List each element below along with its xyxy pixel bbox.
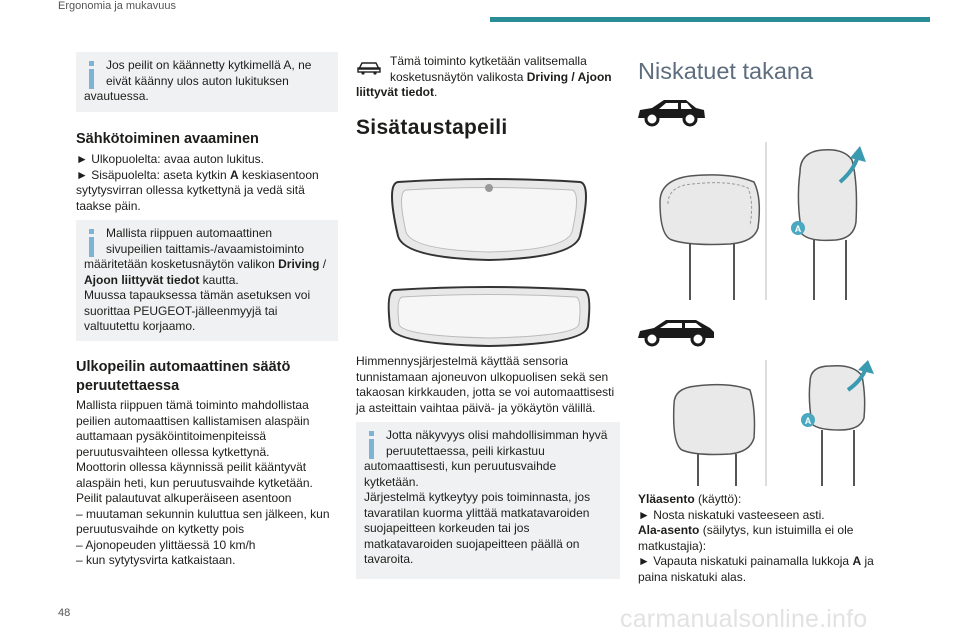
car-icon <box>356 58 382 76</box>
section-title-interior-mirror: Sisätaustapeili <box>356 116 508 139</box>
menu-name: Ajoon liittyvät tiedot <box>84 272 200 287</box>
note-text: Mallista riippuen automaattinen sivupeilien taittamis-/avaamistoiminto määritetään kosketusnäytön valikon <box>84 226 305 271</box>
switch-label: A <box>229 167 239 182</box>
text: ja paina niskatuki alas. <box>638 554 874 584</box>
step-text: ► Sisäpuolelta: aseta kytkin <box>76 167 230 182</box>
menu-name: Driving <box>278 257 320 271</box>
electric-step-2 <box>76 168 338 215</box>
header-section: Ergonomia ja mukavuus <box>58 0 177 12</box>
header-accent-bar <box>490 17 930 22</box>
headrest-estate-illustration <box>650 360 882 486</box>
upper-label: Yläasento <box>638 492 695 506</box>
lower-label: Ala-asento <box>638 523 700 537</box>
menu-name: Driving / Ajoon liittyvät tiedot <box>356 69 612 99</box>
lower-position-heading <box>638 523 900 554</box>
suv-icon <box>634 96 708 130</box>
interior-mirror-illustration <box>378 176 600 350</box>
interior-mirror-text: Himmennysjärjestelmä käyttää sensoria tunnistamaan ajoneuvon ulkopuolisen sekä sen takaosan kirkkauden, jotta se voi automaattisesti ja asteittain vaihtaa päivä- ja yökäytön välillä. <box>356 354 615 415</box>
text: (säilytys, kun istuimilla ei ole matkustajia): <box>638 523 854 553</box>
function-activation-text <box>356 54 622 101</box>
lock-label: A <box>852 554 862 568</box>
text: ► Vapauta niskatuki painamalla lukkoja <box>638 554 853 568</box>
step-text: keskiasentoon sytytysvirran ollessa kytkettynä ja vedä sitä taakse päin. <box>76 167 319 213</box>
note-auto-folding <box>76 220 338 341</box>
text: (käyttö): <box>694 492 742 506</box>
headrest-instructions <box>638 492 900 585</box>
upper-position-heading <box>638 492 900 508</box>
note-text: Jotta näkyvyys olisi mahdollisimman hyvä peruutettaessa, peili kirkastuu automaattisesti, kun peruutusvaihde kytketään. Järjestelmä kytkeytyy pois toiminnasta, jos tavaratilan kuorma ylittää matkatavaroiden suojapeitteen korkeuden tai jos matkatavaroiden suojapeitteen päällä on tavaroita. <box>364 428 608 566</box>
section-title-electric: Sähkötoiminen avaaminen <box>76 131 259 147</box>
note-reverse-brightening <box>356 422 620 579</box>
section-title-rear-headrests: Niskatuet takana <box>638 58 814 84</box>
note-text: / <box>319 257 327 271</box>
text: Tämä toiminto kytketään valitsemalla kosketusnäytön valikosta <box>390 54 587 84</box>
page-number: 48 <box>58 607 71 619</box>
lower-position-step <box>638 554 900 585</box>
estate-car-icon <box>634 316 718 350</box>
upper-position-step: ► Nosta niskatuki vasteeseen asti. <box>638 507 825 522</box>
headrest-suv-illustration <box>650 142 882 300</box>
info-icon <box>364 429 380 459</box>
note-text: Jos peilit on käännetty kytkimellä A, ne eivät käänny ulos auton lukituksen avautuessa. <box>84 58 312 103</box>
section-title-auto-tilt: Ulkopeilin automaattinen säätö peruutettaessa <box>76 359 291 394</box>
info-icon <box>84 59 100 89</box>
note-text: kautta. Muussa tapauksessa tämän asetuksen voi suorittaa PEUGEOT-jälleenmyyjä tai valtuutettu korjaamo. <box>84 272 311 333</box>
info-icon <box>84 227 100 257</box>
auto-tilt-text: Mallista riippuen tämä toiminto mahdollistaa peilien automaattisen kallistamisen alaspäin auttamaan pysäköintitoimenpiteissä peruutusvaihteen ollessa kytkettynä. Moottorin ollessa käynnissä peilit kääntyvät alaspäin heti, kun peruutusvaihde kytketään. Peilit palautuvat alkuperäiseen asentoon – muutaman sekunnin kuluttua sen jälkeen, kun peruutusvaihde on kytketty pois – Ajonopeuden ylittäessä 10 km/h – kun sytytysvirta katkaistaan. <box>76 398 330 567</box>
electric-text <box>76 152 338 214</box>
label-a-marker: A <box>804 416 812 426</box>
watermark: carmanualsonline.info <box>620 605 868 633</box>
label-a-marker: A <box>794 224 802 234</box>
text: . <box>434 85 438 99</box>
note-mirrors-folded <box>76 52 338 112</box>
electric-step-1: ► Ulkopuolelta: avaa auton lukitus. <box>76 152 264 166</box>
